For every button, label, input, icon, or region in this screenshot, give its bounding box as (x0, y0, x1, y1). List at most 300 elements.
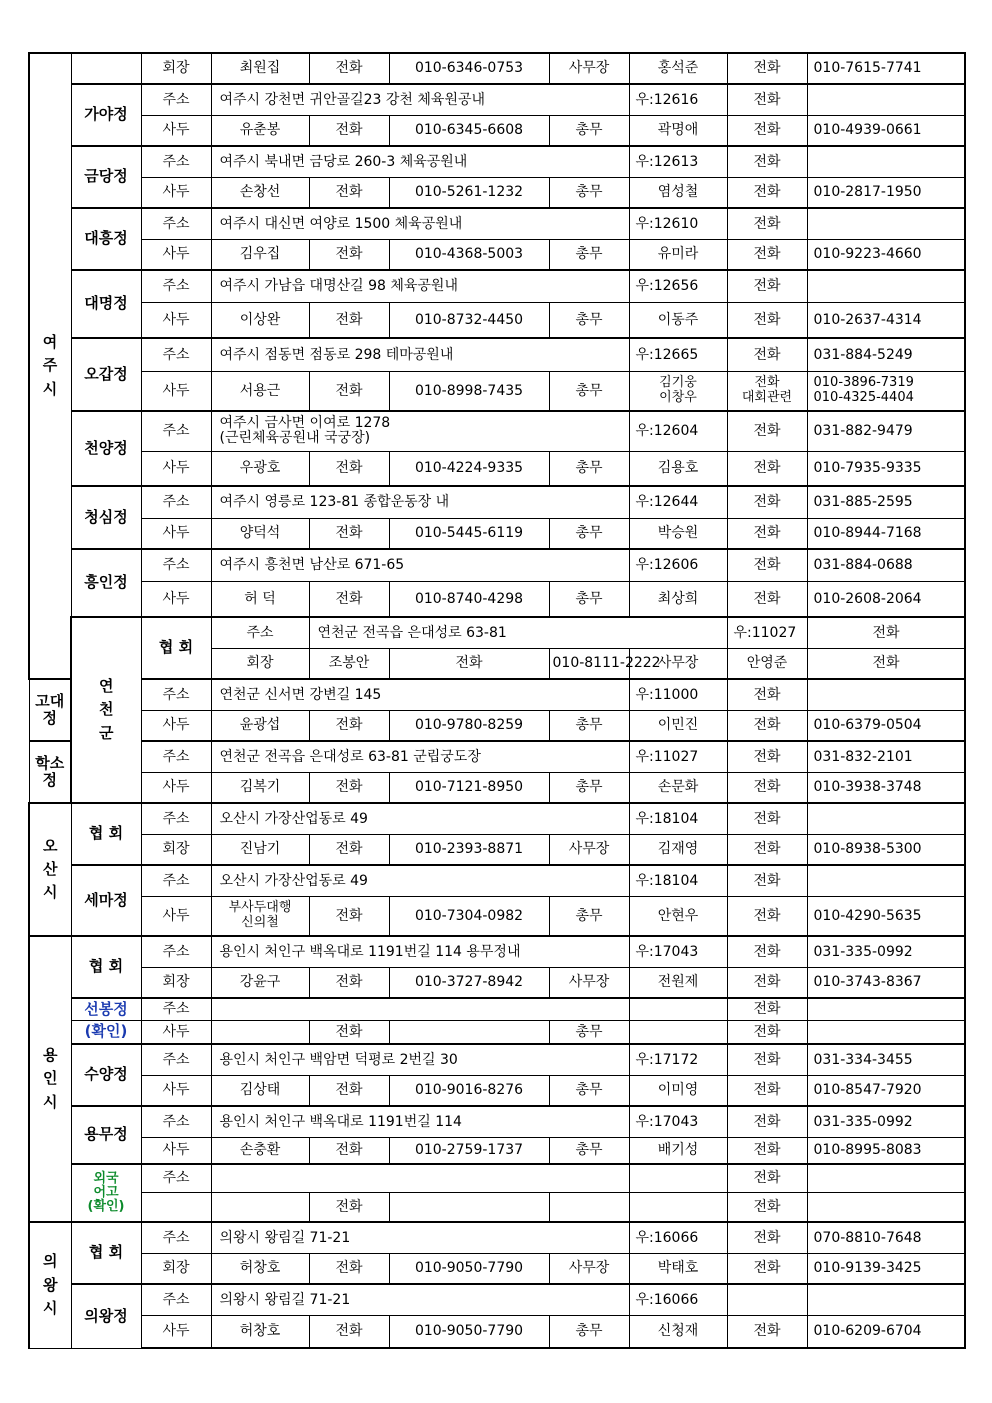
club-address: 여주시 북내면 금당로 260-3 체육공원내 (211, 146, 629, 177)
club-name: 의왕정 (71, 1284, 141, 1348)
label-phone: 전화 (727, 967, 807, 998)
label-address: 주소 (141, 146, 211, 177)
president-name: 강윤구 (211, 967, 309, 998)
treasurer-name-2: 이창우 (659, 389, 697, 405)
label-phone: 전화 (727, 84, 807, 115)
club-address: 오산시 가장산업동로 49 (211, 865, 629, 896)
president-phone: 010-6346-0753 (389, 53, 549, 84)
label-phone: 전화 (309, 1075, 389, 1106)
secretary-name: 윤광섭 (211, 710, 309, 741)
label-treasurer: 총무 (549, 1075, 629, 1106)
secretary-name: 우광호 (211, 451, 309, 486)
label-phone: 전화 (727, 1137, 807, 1164)
label-address: 주소 (141, 1164, 211, 1192)
label-phone: 전화 (309, 1020, 389, 1044)
table-row (29, 53, 965, 84)
zip-code: 우:11027 (629, 741, 727, 772)
club-address: 여주시 영릉로 123-81 종합운동장 내 (211, 486, 629, 518)
treasurer-phone: 010-7935-9335 (807, 451, 965, 486)
label-secretary: 사두 (141, 115, 211, 146)
table-row (29, 1044, 965, 1075)
president-name: 조봉안 (309, 648, 389, 679)
table-row (29, 208, 965, 239)
secretary-phone: 010-9780-8259 (389, 710, 549, 741)
label-secretary: 사두 (141, 239, 211, 270)
city-yongin: 용 인 시 (29, 936, 71, 1222)
club-phone: 031-884-5249 (807, 338, 965, 371)
label-phone: 전화 (727, 518, 807, 549)
label-address: 주소 (141, 998, 211, 1020)
label-phone: 전화 (727, 115, 807, 146)
office-manager-name: 전원제 (629, 967, 727, 998)
secretary-name (211, 1020, 309, 1044)
secretary-name: 신의철 (241, 914, 279, 930)
treasurer-name: 박승원 (629, 518, 727, 549)
label-address: 주소 (141, 270, 211, 302)
label-phone: 전화 (727, 177, 807, 208)
president-name: 허창호 (211, 1253, 309, 1284)
treasurer-phone: 010-2608-2064 (807, 581, 965, 617)
secretary-phone: 010-8732-4450 (389, 302, 549, 338)
table-row (29, 115, 965, 146)
zip-code: 우:12644 (629, 486, 727, 518)
president-phone: 010-8111-2222 (549, 648, 629, 679)
secretary-role: 부사두대행 (228, 900, 292, 916)
club-name: 가야정 (71, 84, 141, 146)
label-address: 주소 (141, 865, 211, 896)
label-phone: 전화 (727, 411, 807, 451)
label-address: 주소 (141, 208, 211, 239)
city-uiwang: 의 왕 시 (29, 1222, 71, 1348)
label-phone: 전화 (727, 896, 807, 936)
table-row (29, 1222, 965, 1253)
label-phone: 전화 (309, 451, 389, 486)
secretary-name: 김복기 (211, 772, 309, 803)
table-row (29, 270, 965, 302)
label-phone: 전화 (727, 1020, 807, 1044)
office-manager-name: 박태호 (629, 1253, 727, 1284)
treasurer-names (629, 371, 727, 411)
table-row (29, 896, 965, 936)
table-row (29, 177, 965, 208)
secretary-phone: 010-2759-1737 (389, 1137, 549, 1164)
label-secretary: 사두 (141, 710, 211, 741)
secretary-name: 김우집 (211, 239, 309, 270)
treasurer-phone: 010-8547-7920 (807, 1075, 965, 1106)
label-phone: 전화 (309, 1315, 389, 1348)
table-row (29, 967, 965, 998)
label-phone: 전화 (727, 338, 807, 371)
label-treasurer: 총무 (549, 710, 629, 741)
club-name: 대명정 (71, 270, 141, 338)
label-phone: 전화 (727, 1164, 807, 1192)
label-phone: 전화 (727, 834, 807, 865)
secretary-phone: 010-9050-7790 (389, 1315, 549, 1348)
treasurer-name: 최상희 (629, 581, 727, 617)
label-treasurer: 총무 (549, 115, 629, 146)
club-address: 의왕시 왕림길 71-21 (211, 1284, 629, 1315)
treasurer-phone (807, 1020, 965, 1044)
empty-cell (141, 1192, 211, 1222)
zip-code: 우:16066 (629, 1284, 727, 1315)
label-treasurer: 총무 (549, 581, 629, 617)
label-phone: 전화 (727, 1044, 807, 1075)
club-phone (807, 208, 965, 239)
table-row (29, 1137, 965, 1164)
association-address: 용인시 처인구 백옥대로 1191번길 114 용무정내 (211, 936, 629, 967)
secretary-phone: 010-4224-9335 (389, 451, 549, 486)
treasurer-name: 안현우 (629, 896, 727, 936)
table-row (29, 710, 965, 741)
club-phone (807, 998, 965, 1020)
label-treasurer: 총무 (549, 177, 629, 208)
club-name: 선봉정 (71, 998, 141, 1020)
club-phone (807, 84, 965, 115)
club-address: 여주시 가남읍 대명산길 98 체육공원내 (211, 270, 629, 302)
club-phone (807, 270, 965, 302)
label-phone: 전화 (309, 834, 389, 865)
treasurer-name: 염성철 (629, 177, 727, 208)
label-secretary: 사두 (141, 1137, 211, 1164)
secretary-name: 손충환 (211, 1137, 309, 1164)
club-name: 흥인정 (71, 549, 141, 617)
table-row (29, 1164, 965, 1192)
label-phone: 전화 (727, 549, 807, 581)
treasurer-phone: 010-9223-4660 (807, 239, 965, 270)
zip-code: 우:12616 (629, 84, 727, 115)
association-label: 협 회 (141, 617, 211, 679)
label-president: 회장 (211, 648, 309, 679)
table-row (29, 371, 965, 411)
label-address: 주소 (141, 338, 211, 371)
label-treasurer: 총무 (549, 518, 629, 549)
label-treasurer: 총무 (549, 896, 629, 936)
treasurer-name: 배기성 (629, 1137, 727, 1164)
club-address: 용인시 처인구 백암면 덕평로 2번길 30 (211, 1044, 629, 1075)
secretary-names (211, 896, 309, 936)
club-name: 고대정 (29, 679, 71, 741)
club-address-line1: 여주시 금사면 이여로 1278 (219, 414, 391, 431)
label-address: 주소 (141, 549, 211, 581)
table-row (29, 1192, 965, 1222)
club-phone: 031-335-0992 (807, 1106, 965, 1137)
table-row (29, 772, 965, 803)
label-phone: 전화 (727, 772, 807, 803)
club-name: 대흥정 (71, 208, 141, 270)
club-name: 외국 어고 (확인) (71, 1164, 141, 1222)
zip-code: 우:17043 (629, 1106, 727, 1137)
phone-labels (727, 371, 807, 411)
treasurer-name: 김기웅 (659, 375, 697, 391)
treasurer-phone: 010-4290-5635 (807, 896, 965, 936)
secretary-phone: 010-6345-6608 (389, 115, 549, 146)
treasurer-phone: 010-6209-6704 (807, 1315, 965, 1348)
label-phone: 전화 (727, 1315, 807, 1348)
treasurer-name: 김용호 (629, 451, 727, 486)
label-phone: 전화 (727, 679, 807, 710)
treasurer-phone: 010-8944-7168 (807, 518, 965, 549)
secretary-name: 유춘봉 (211, 115, 309, 146)
label-phone: 전화 (727, 302, 807, 338)
president-phone: 010-3727-8942 (389, 967, 549, 998)
label-address: 주소 (141, 486, 211, 518)
club-phone: 031-884-0688 (807, 549, 965, 581)
table-row (29, 239, 965, 270)
table-row (29, 865, 965, 896)
table-row (29, 617, 965, 648)
label-treasurer: 총무 (549, 1137, 629, 1164)
zip-code: 우:11027 (727, 617, 807, 648)
treasurer-phone: 010-4939-0661 (807, 115, 965, 146)
zip-code (629, 1164, 727, 1192)
table-row (29, 486, 965, 518)
label-phone: 전화 (309, 581, 389, 617)
empty-cell (211, 1192, 309, 1222)
table-row (29, 581, 965, 617)
treasurer-name: 이동주 (629, 302, 727, 338)
club-address (211, 1164, 629, 1192)
label-address: 주소 (141, 803, 211, 834)
secretary-phone: 010-5261-1232 (389, 177, 549, 208)
club-name: 오갑정 (71, 338, 141, 411)
label-secretary: 사두 (141, 896, 211, 936)
club-phone: 031-885-2595 (807, 486, 965, 518)
club-address (211, 411, 629, 451)
office-manager-phone: 010-9139-3425 (807, 1253, 965, 1284)
office-manager-phone: 010-8938-5300 (807, 834, 965, 865)
treasurer-name: 곽명애 (629, 115, 727, 146)
label-address: 주소 (141, 411, 211, 451)
club-name: 세마정 (71, 865, 141, 936)
treasurer-phone-2: 010-4325-4404 (813, 389, 914, 405)
label-phone: 전화 (309, 1253, 389, 1284)
table-row (29, 1253, 965, 1284)
association-phone (807, 803, 965, 834)
secretary-name: 이상완 (211, 302, 309, 338)
club-phone (807, 865, 965, 896)
office-manager-name: 안영준 (727, 648, 807, 679)
zip-code: 우:18104 (629, 865, 727, 896)
label-phone: 전화 (727, 741, 807, 772)
association-address: 의왕시 왕림길 71-21 (211, 1222, 629, 1253)
secretary-phone (389, 1020, 549, 1044)
secretary-name: 양덕석 (211, 518, 309, 549)
label-phone: 전화 (727, 1222, 807, 1253)
table-row (29, 1315, 965, 1348)
table-row (29, 1075, 965, 1106)
label-phone: 전화 (309, 1137, 389, 1164)
treasurer-name: 유미라 (629, 239, 727, 270)
zip-code: 우:12613 (629, 146, 727, 177)
club-confirm-note: (확인) (71, 1020, 141, 1044)
association-label: 협 회 (71, 936, 141, 998)
label-office-manager: 사무장 (549, 1253, 629, 1284)
label-phone: 전화 (309, 239, 389, 270)
label-phone: 전화 (727, 1253, 807, 1284)
label-address: 주소 (141, 936, 211, 967)
treasurer-phone: 010-6379-0504 (807, 710, 965, 741)
table-row (29, 803, 965, 834)
secretary-name: 허 덕 (211, 581, 309, 617)
club-name: 학소정 (29, 741, 71, 803)
president-phone: 010-2393-8871 (389, 834, 549, 865)
secretary-phone: 010-4368-5003 (389, 239, 549, 270)
association-phone: 070-8810-7648 (807, 1222, 965, 1253)
zip-code: 우:11000 (629, 679, 727, 710)
table-row (29, 411, 965, 451)
treasurer-name (629, 1020, 727, 1044)
label-secretary: 사두 (141, 518, 211, 549)
label-secretary: 사두 (141, 177, 211, 208)
label-phone: 전화 (727, 239, 807, 270)
club-address: 여주시 강천면 귀안골길23 강천 체육원공내 (211, 84, 629, 115)
table-row (29, 1284, 965, 1315)
treasurer-name: 이미영 (629, 1075, 727, 1106)
club-address: 용인시 처인구 백옥대로 1191번길 114 (211, 1106, 629, 1137)
label-president: 회장 (141, 1253, 211, 1284)
club-name: 청심정 (71, 486, 141, 549)
treasurer-phone: 010-2637-4314 (807, 302, 965, 338)
zip-code: 우:12610 (629, 208, 727, 239)
table-row (29, 936, 965, 967)
zip-code: 우:12665 (629, 338, 727, 371)
label-phone: 전화 (727, 486, 807, 518)
label-treasurer: 총무 (549, 772, 629, 803)
club-address: 연천군 전곡읍 은대성로 63-81 군립궁도장 (211, 741, 629, 772)
club-phone (807, 679, 965, 710)
table-row (29, 549, 965, 581)
label-secretary: 사두 (141, 371, 211, 411)
label-phone: 전화 (727, 581, 807, 617)
label-phone: 전화 (309, 967, 389, 998)
label-address: 주소 (141, 1222, 211, 1253)
label-treasurer: 총무 (549, 451, 629, 486)
label-address: 주소 (211, 617, 309, 648)
club-name: 용무정 (71, 1106, 141, 1164)
label-address: 주소 (141, 1044, 211, 1075)
treasurer-phone: 010-3938-3748 (807, 772, 965, 803)
table-row (29, 1106, 965, 1137)
zip-code: 우:12604 (629, 411, 727, 451)
secretary-phone: 010-7121-8950 (389, 772, 549, 803)
label-address: 주소 (141, 679, 211, 710)
label-treasurer: 총무 (549, 1020, 629, 1044)
empty-cell (549, 1192, 629, 1222)
label-president: 회장 (141, 967, 211, 998)
label-secretary: 사두 (141, 1315, 211, 1348)
label-secretary: 사두 (141, 1075, 211, 1106)
empty-cell (71, 53, 141, 84)
office-manager-phone: 010-3743-8367 (807, 967, 965, 998)
table-row (29, 834, 965, 865)
label-treasurer: 총무 (549, 1315, 629, 1348)
label-phone: 전화 (309, 772, 389, 803)
club-phone: 031-882-9479 (807, 411, 965, 451)
treasurer-name: 이민진 (629, 710, 727, 741)
label-phone: 전화 (309, 1192, 389, 1222)
label-phone: 전화 (727, 146, 807, 177)
secretary-name: 손창선 (211, 177, 309, 208)
secretary-name: 서용근 (211, 371, 309, 411)
label-phone: 전화 (727, 270, 807, 302)
secretary-phone: 010-9016-8276 (389, 1075, 549, 1106)
label-secretary: 사두 (141, 581, 211, 617)
club-phone: 031-334-3455 (807, 1044, 965, 1075)
label-address: 주소 (141, 84, 211, 115)
club-name: 수양정 (71, 1044, 141, 1106)
zip-code (629, 998, 727, 1020)
association-phone: 031-335-0992 (807, 936, 965, 967)
empty-cell (807, 1192, 965, 1222)
label-president: 회장 (141, 53, 211, 84)
empty-cell (629, 1192, 727, 1222)
label-address: 주소 (141, 741, 211, 772)
table-row (29, 338, 965, 371)
treasurer-name: 손문화 (629, 772, 727, 803)
club-phone: 031-832-2101 (807, 741, 965, 772)
label-treasurer: 총무 (549, 239, 629, 270)
office-manager-name: 김재영 (629, 834, 727, 865)
table-row (29, 679, 965, 710)
president-name: 최원집 (211, 53, 309, 84)
label-phone: 전화 (309, 371, 389, 411)
club-name: 천양정 (71, 411, 141, 486)
label-secretary: 사두 (141, 302, 211, 338)
club-address: 여주시 점동면 점동로 298 테마공원내 (211, 338, 629, 371)
empty-cell (389, 1192, 549, 1222)
club-address: 여주시 대신면 여양로 1500 체육공원내 (211, 208, 629, 239)
label-contest-related: 대회관련 (741, 389, 793, 405)
label-phone: 전화 (309, 177, 389, 208)
office-manager-name: 홍석준 (629, 53, 727, 84)
label-secretary: 사두 (141, 1020, 211, 1044)
zip-code: 우:17172 (629, 1044, 727, 1075)
label-phone: 전화 (807, 617, 965, 648)
club-name: 금당정 (71, 146, 141, 208)
label-phone: 전화 (309, 115, 389, 146)
president-name: 진남기 (211, 834, 309, 865)
label-phone: 전화 (727, 1192, 807, 1222)
club-directory-table (28, 52, 966, 1349)
treasurer-phone: 010-8995-8083 (807, 1137, 965, 1164)
secretary-phone: 010-7304-0982 (389, 896, 549, 936)
club-address (211, 998, 629, 1020)
club-address: 연천군 신서면 강변길 145 (211, 679, 629, 710)
treasurer-phones (807, 371, 965, 411)
club-phone (807, 1164, 965, 1192)
association-label: 협 회 (71, 1222, 141, 1284)
zip-code: 우:12606 (629, 549, 727, 581)
association-address: 연천군 전곡읍 은대성로 63-81 (309, 617, 727, 648)
table-row (29, 518, 965, 549)
president-phone: 010-9050-7790 (389, 1253, 549, 1284)
city-yeoju: 여 주 시 (29, 53, 71, 679)
label-secretary: 사두 (141, 451, 211, 486)
label-phone: 전화 (727, 1075, 807, 1106)
label-phone: 전화 (309, 518, 389, 549)
label-phone: 전화 (727, 936, 807, 967)
club-address-line2: (근린체육공원내 국궁장) (219, 430, 371, 447)
table-row (29, 741, 965, 772)
label-phone: 전화 (727, 865, 807, 896)
label-phone: 전화 (309, 302, 389, 338)
label-secretary: 사두 (141, 772, 211, 803)
zip-code: 우:12656 (629, 270, 727, 302)
club-phone (807, 146, 965, 177)
empty-cell (727, 1284, 807, 1315)
label-president: 회장 (141, 834, 211, 865)
label-treasurer: 총무 (549, 302, 629, 338)
